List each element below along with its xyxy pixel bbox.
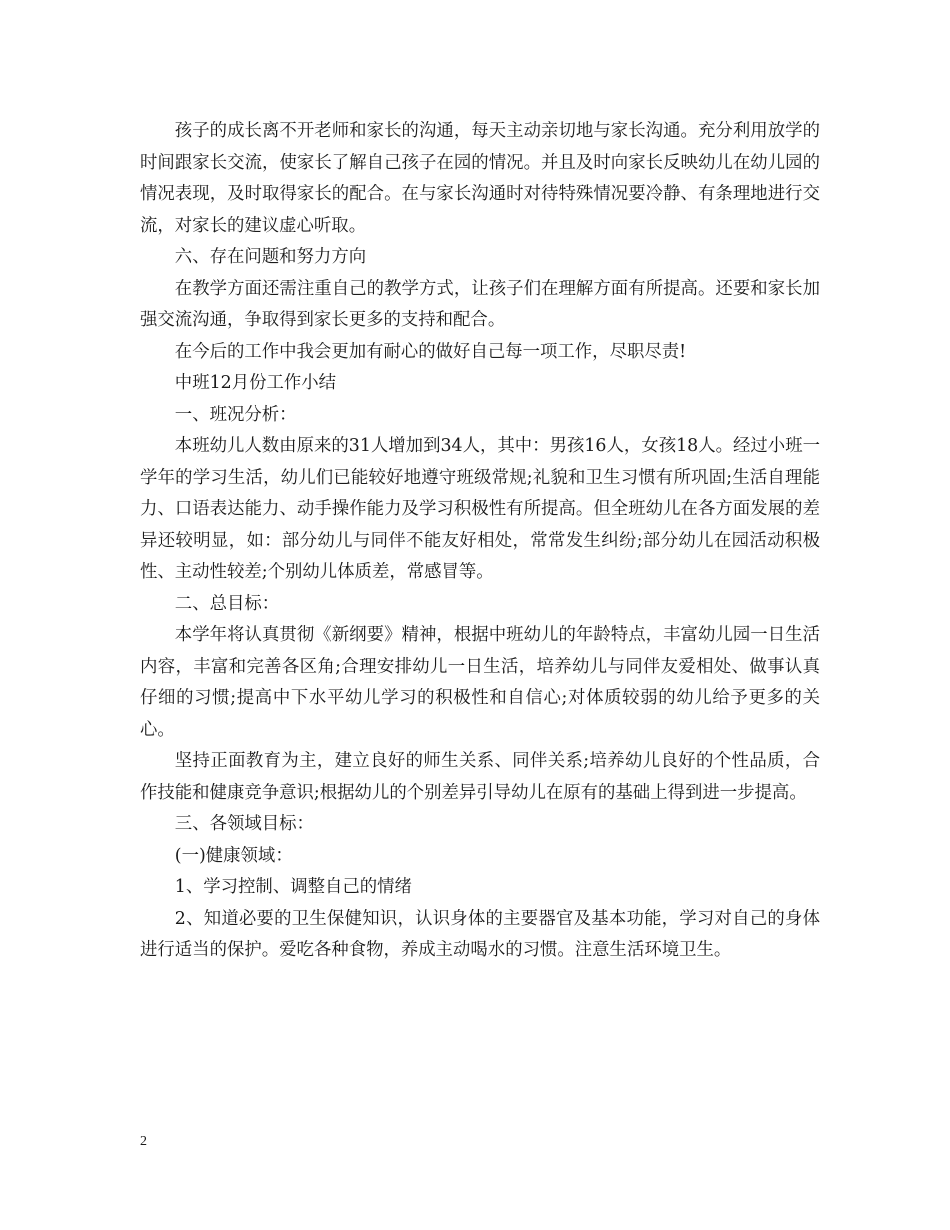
list-item-health-knowledge: 2、知道必要的卫生保健知识，认识身体的主要器官及基本功能，学习对自己的身体进行适当的保护。爱吃各种食物，养成主动喝水的习惯。注意生活环境卫生。 <box>140 908 820 960</box>
section-title-december-summary: 中班12月份工作小结 <box>174 373 337 393</box>
paragraph-future-work: 在今后的工作中我会更加有耐心的做好自己每一项工作，尽职尽责! <box>174 341 687 362</box>
paragraph-overall-goals: 本学年将认真贯彻《新纲要》精神，根据中班幼儿的年龄特点，丰富幼儿园一日生活内容，丰富和完善各区角;合理安排幼儿一日生活，培养幼儿与同伴友爱相处、做事认真仔细的习惯;提高中下水平幼儿学习的积极性和自信心;对体质较弱的幼儿给予更多的关心。 <box>140 625 820 740</box>
paragraph-parent-communication: 孩子的成长离不开老师和家长的沟通，每天主动亲切地与家长沟通。充分利用放学的时间跟家长交流，使家长了解自己孩子在园的情况。并且及时向家长反映幼儿在幼儿园的情况表现，及时取得家长的配合。在与家长沟通时对待特殊情况要冷静、有条理地进行交流，对家长的建议虚心听取。 <box>140 121 820 236</box>
heading-domain-goals: 三、各领域目标： <box>174 814 314 834</box>
page-number: 2 <box>140 1134 147 1149</box>
heading-class-analysis: 一、班况分析： <box>174 404 297 425</box>
heading-overall-goals: 二、总目标： <box>174 593 280 614</box>
document-body <box>140 116 820 967</box>
paragraph-class-analysis: 本班幼儿人数由原来的31人增加到34人，其中：男孩16人，女孩18人。经过小班一学年的学习生活，幼儿们已能较好地遵守班级常规;礼貌和卫生习惯有所巩固;生活自理能力、口语表达能力、动手操作能力及学习积极性有所提高。但全班幼儿在各方面发展的差异还较明显，如：部分幼儿与同伴不能友好相处，常常发生纠纷;部分幼儿在园活动积极性、主动性较差;个别幼儿体质差，常感冒等。 <box>140 436 820 582</box>
list-item-emotion-control: 1、学习控制、调整自己的情绪 <box>174 877 412 897</box>
paragraph-positive-education: 坚持正面教育为主，建立良好的师生关系、同伴关系;培养幼儿良好的个性品质，合作技能和健康竞争意识;根据幼儿的个别差异引导幼儿在原有的基础上得到进一步提高。 <box>140 751 820 803</box>
heading-problems-and-direction: 六、存在问题和努力方向 <box>174 247 367 267</box>
heading-health-domain: (一)健康领域： <box>174 845 293 866</box>
paragraph-teaching-improvement: 在教学方面还需注重自己的教学方式，让孩子们在理解方面有所提高。还要和家长加强交流沟通，争取得到家长更多的支持和配合。 <box>140 278 820 330</box>
